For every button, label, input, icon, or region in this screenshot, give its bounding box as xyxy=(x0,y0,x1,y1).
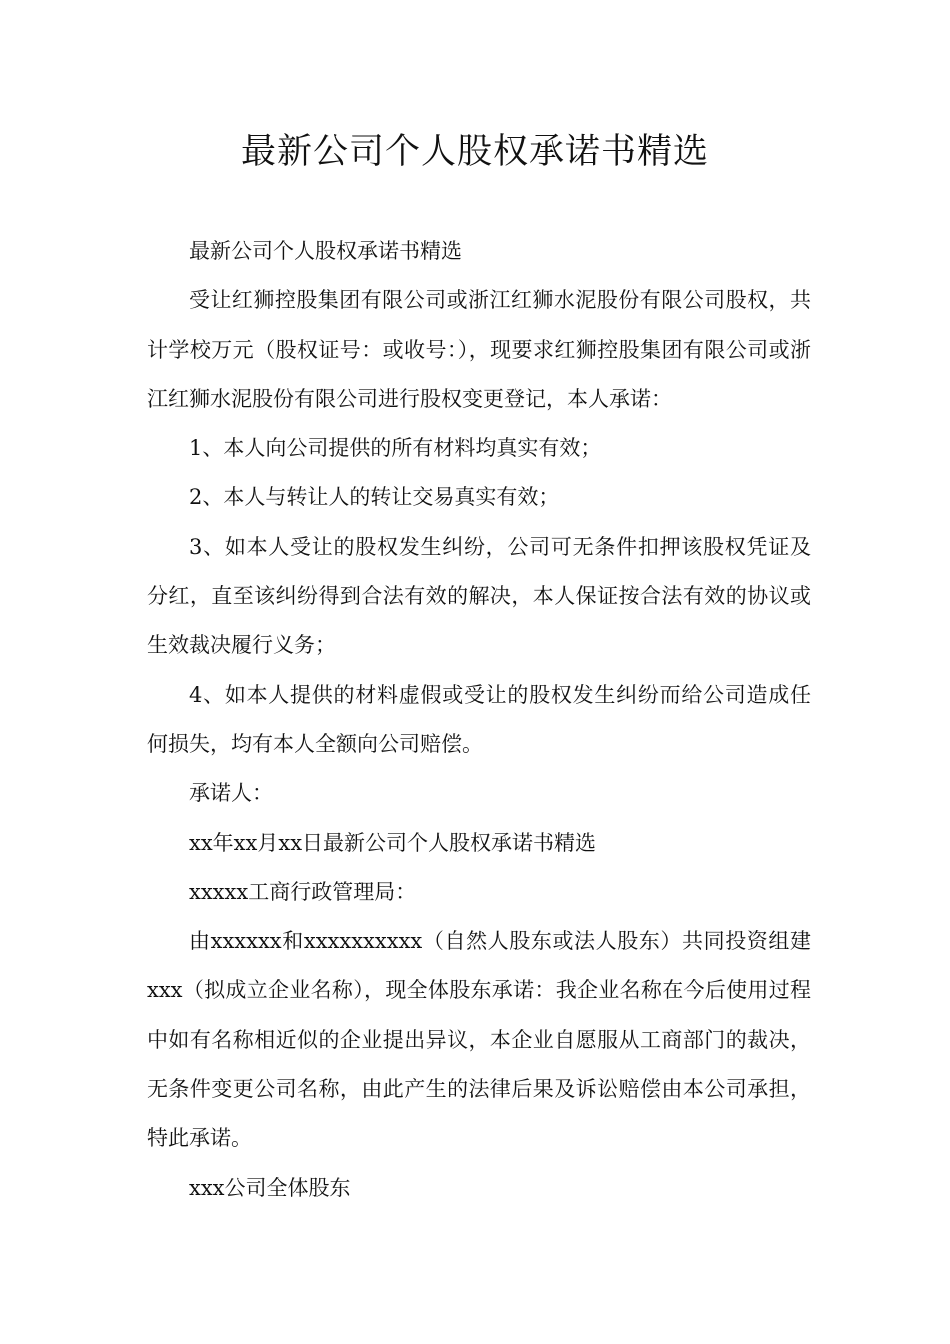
paragraph-subtitle: 最新公司个人股权承诺书精选 xyxy=(189,239,462,263)
paragraph-date-heading: xx年xx月xx日最新公司个人股权承诺书精选 xyxy=(189,830,597,855)
paragraph-item-2: 2、本人与转让人的转让交易真实有效； xyxy=(189,485,560,510)
paragraph-item-4: 4、如本人提供的材料虚假或受让的股权发生纠纷而给公司造成任何损失，均有本人全额向公司赔偿。 xyxy=(147,682,811,756)
paragraph-item-3: 3、如本人受让的股权发生纠纷，公司可无条件扣押该股权凭证及分红，直至该纠纷得到合法有效的解决，本人保证按合法有效的协议或生效裁决履行义务； xyxy=(147,534,811,658)
document-title: 最新公司个人股权承诺书精选 xyxy=(240,132,709,172)
paragraph-signature: xxx公司全体股东 xyxy=(189,1175,351,1200)
paragraph-item-1: 1、本人向公司提供的所有材料均真实有效； xyxy=(189,436,602,461)
paragraph-name-commitment: 由xxxxxx和xxxxxxxxxx（自然人股东或法人股东）共同投资组建xxx（拟成立企业名称），现全体股东承诺：我企业名称在今后使用过程中如有名称相近似的企业提出异议，本企业自愿服从工商部门的裁决，无条件变更公司名称，由此产生的法律后果及诉讼赔偿由本公司承担，特此承诺。 xyxy=(147,929,811,1151)
paragraph-promisor: 承诺人： xyxy=(189,781,273,806)
paragraph-addressee: xxxxx工商行政管理局： xyxy=(189,879,417,904)
document-body xyxy=(147,227,811,1213)
paragraph-transfer-statement: 受让红狮控股集团有限公司或浙江红狮水泥股份有限公司股权，共计学校万元（股权证号：或收号：），现要求红狮控股集团有限公司或浙江红狮水泥股份有限公司进行股权变更登记，本人承诺： xyxy=(147,288,811,411)
